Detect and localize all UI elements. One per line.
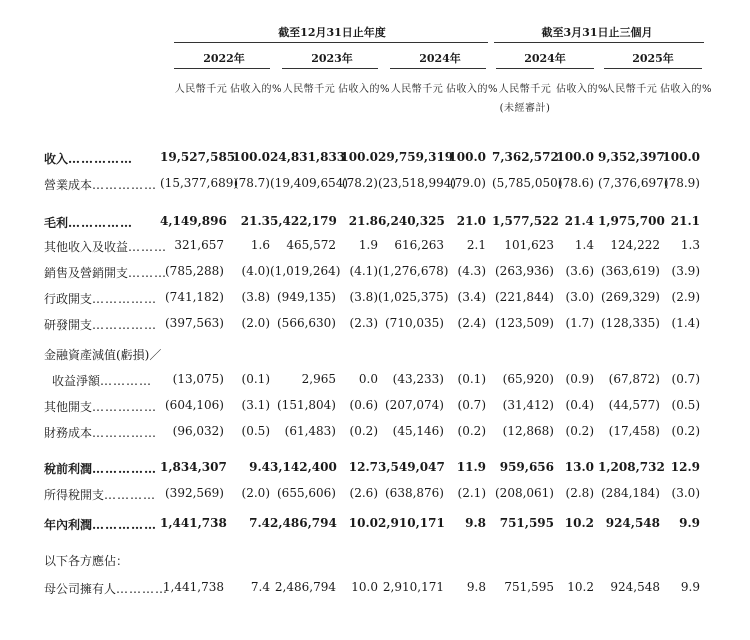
col-pct-2022: 佔收入的% [230, 84, 283, 95]
row-label-text: 行政開支 [44, 292, 93, 306]
amount-cell: 3,549,047 [378, 460, 445, 474]
percent-cell: 21.4 [564, 214, 594, 228]
percent-cell: 100.0 [448, 150, 486, 164]
percent-cell: 12.7 [348, 460, 378, 474]
table-row [0, 516, 750, 540]
amount-cell: (43,233) [392, 372, 444, 386]
table-row [0, 460, 750, 484]
percent-cell: (4.3) [457, 264, 486, 278]
percent-cell: (0.4) [565, 398, 594, 412]
amount-cell: (208,061) [495, 486, 554, 500]
percent-cell: (0.5) [671, 398, 700, 412]
percent-cell: (2.0) [241, 316, 270, 330]
amount-cell: (61,483) [284, 424, 336, 438]
row-label-text: 其他開支 [44, 400, 93, 414]
row-label-text: 銷售及營銷開支 [44, 266, 129, 280]
percent-cell: 11.9 [456, 460, 486, 474]
row-label [44, 486, 156, 503]
row-label-text: 收入 [44, 152, 69, 166]
row-label [44, 398, 157, 415]
row-label [44, 150, 133, 167]
amount-cell: (1,019,264) [270, 264, 341, 278]
row-label-text: 毛利 [44, 216, 69, 230]
leader-dots: ………… [100, 374, 153, 388]
amount-cell: (96,032) [172, 424, 224, 438]
amount-cell: (785,288) [165, 264, 224, 278]
amount-cell: (5,785,050) [492, 176, 563, 190]
amount-cell: (67,872) [608, 372, 660, 386]
percent-cell: 10.2 [564, 516, 594, 530]
amount-cell: (397,563) [165, 316, 224, 330]
amount-cell: (65,920) [502, 372, 554, 386]
percent-cell: 1.3 [680, 238, 700, 252]
amount-cell: 751,595 [499, 516, 554, 530]
leader-dots: …………… [92, 178, 158, 192]
percent-cell: 1.4 [574, 238, 594, 252]
table-row [0, 290, 750, 314]
row-label [44, 424, 157, 441]
amount-cell: 1,975,700 [598, 214, 665, 228]
amount-cell: 7,362,572 [492, 150, 559, 164]
percent-cell: (0.1) [457, 372, 486, 386]
amount-cell: (19,409,654) [270, 176, 349, 190]
table-row [0, 424, 750, 448]
col-amount-2024-q1 [494, 80, 556, 114]
row-label [44, 346, 161, 363]
leader-dots: …………… [92, 318, 158, 332]
row-label-text: 研發開支 [44, 318, 93, 332]
amount-cell: 959,656 [499, 460, 554, 474]
year-header-2025-q1: 2025年 [632, 52, 674, 65]
amount-cell: 1,577,522 [492, 214, 559, 228]
amount-cell: 3,142,400 [270, 460, 337, 474]
percent-cell: 100.0 [232, 150, 270, 164]
amount-cell: (17,458) [608, 424, 660, 438]
amount-cell: (151,804) [277, 398, 336, 412]
amount-cell: 465,572 [286, 238, 336, 252]
year-header-2024: 2024年 [419, 52, 461, 65]
col-amount-2023: 人民幣千元 [282, 84, 336, 95]
unaudited-note: (未經審計) [499, 103, 551, 114]
amount-cell: 1,208,732 [598, 460, 665, 474]
leader-dots: …………… [68, 152, 134, 166]
leader-dots: ……… [128, 240, 168, 254]
col-pct-2024-q1: 佔收入的% [556, 84, 609, 95]
percent-cell: (3.9) [671, 264, 700, 278]
table-row [0, 398, 750, 422]
row-label-text: 財務成本 [44, 426, 93, 440]
amount-cell: (263,936) [495, 264, 554, 278]
percent-cell: 7.4 [250, 580, 270, 594]
col-amount-2025-q1: 人民幣千元 [604, 84, 658, 95]
percent-cell: (0.9) [565, 372, 594, 386]
amount-cell: (7,376,697) [598, 176, 669, 190]
amount-cell: 924,548 [610, 580, 660, 594]
year-header-2024-q1: 2024年 [524, 52, 566, 65]
amount-cell: 924,548 [605, 516, 660, 530]
amount-cell: 1,441,738 [160, 516, 227, 530]
amount-cell: 2,965 [301, 372, 336, 386]
col-pct-2023: 佔收入的% [338, 84, 391, 95]
row-label-text: 收益淨額 [52, 374, 101, 388]
leader-dots: …………… [92, 426, 158, 440]
amount-cell: (44,577) [608, 398, 660, 412]
percent-cell: (0.2) [671, 424, 700, 438]
col-pct-2025-q1: 佔收入的% [660, 84, 713, 95]
row-label [44, 316, 157, 333]
percent-cell: (78.9) [663, 176, 700, 190]
amount-cell: (604,106) [165, 398, 224, 412]
annual-header-rule [174, 42, 488, 43]
percent-cell: 10.2 [567, 580, 594, 594]
row-label [44, 176, 157, 193]
row-label [44, 516, 157, 533]
percent-cell: 21.8 [348, 214, 378, 228]
percent-cell: 100.0 [662, 150, 700, 164]
amount-cell: 2,486,794 [270, 516, 337, 530]
table-row [0, 176, 750, 200]
quarter-period-header: 截至3月31日止三個月 [541, 26, 653, 39]
percent-cell: (4.0) [241, 264, 270, 278]
year-rule-2023 [282, 68, 378, 69]
amount-cell: 29,759,319 [378, 150, 454, 164]
amount-cell: 2,910,171 [382, 580, 444, 594]
percent-cell: (2.3) [349, 316, 378, 330]
amount-cell: (128,335) [601, 316, 660, 330]
percent-cell: (1.7) [565, 316, 594, 330]
annual-period-header: 截至12月31日止年度 [278, 26, 386, 39]
amount-cell: (655,606) [277, 486, 336, 500]
row-label [52, 372, 152, 389]
percent-cell: (0.2) [457, 424, 486, 438]
amount-cell: (23,518,994) [378, 176, 457, 190]
amount-cell: 1,441,738 [162, 580, 224, 594]
leader-dots: …………… [68, 216, 134, 230]
table-row [0, 264, 750, 288]
percent-cell: (78.7) [233, 176, 270, 190]
percent-cell: (0.2) [565, 424, 594, 438]
leader-dots: ………… [104, 488, 157, 502]
percent-cell: (0.2) [349, 424, 378, 438]
table-row [0, 150, 750, 174]
percent-cell: 2.1 [466, 238, 486, 252]
percent-cell: (0.7) [671, 372, 700, 386]
amount-cell: 4,149,896 [160, 214, 227, 228]
amount-cell: (207,074) [385, 398, 444, 412]
table-row [0, 372, 750, 396]
amount-cell: 19,527,585 [160, 150, 236, 164]
percent-cell: 1.6 [250, 238, 270, 252]
amount-cell: (31,412) [502, 398, 554, 412]
percent-cell: 9.9 [679, 516, 700, 530]
percent-cell: (2.4) [457, 316, 486, 330]
amount-cell: 2,486,794 [274, 580, 336, 594]
row-label-text: 其他收入及收益 [44, 240, 129, 254]
amount-cell: 321,657 [174, 238, 224, 252]
amount-cell: (392,569) [165, 486, 224, 500]
amount-cell: 101,623 [504, 238, 554, 252]
amount-cell: 2,910,171 [378, 516, 445, 530]
percent-cell: (0.7) [457, 398, 486, 412]
percent-cell: (3.1) [241, 398, 270, 412]
table-row [0, 238, 750, 262]
amount-cell: 9,352,397 [598, 150, 665, 164]
amount-cell: (269,329) [601, 290, 660, 304]
amount-cell: (1,276,678) [378, 264, 449, 278]
leader-dots: ……… [128, 266, 168, 280]
percent-cell: (2.0) [241, 486, 270, 500]
row-label-text: 金融資產減值(虧損)／ [44, 348, 162, 362]
percent-cell: (3.8) [241, 290, 270, 304]
percent-cell: 21.0 [456, 214, 486, 228]
col-pct-2024: 佔收入的% [446, 84, 499, 95]
row-label [44, 552, 128, 569]
amount-cell: 5,422,179 [270, 214, 337, 228]
percent-cell: 9.9 [680, 580, 700, 594]
year-header-2022: 2022年 [203, 52, 245, 65]
percent-cell: (3.8) [349, 290, 378, 304]
row-label [44, 460, 157, 477]
percent-cell: 0.0 [358, 372, 378, 386]
row-label [44, 264, 167, 281]
row-label [44, 214, 133, 231]
col-amount-2024: 人民幣千元 [390, 84, 444, 95]
amount-cell: 616,263 [394, 238, 444, 252]
leader-dots: …………… [92, 518, 158, 532]
percent-cell: (1.4) [671, 316, 700, 330]
amount-cell: (123,509) [495, 316, 554, 330]
amount-cell: 1,834,307 [160, 460, 227, 474]
table-row [0, 580, 750, 604]
percent-cell: 10.0 [348, 516, 378, 530]
amount-cell: 124,222 [610, 238, 660, 252]
percent-cell: 9.4 [249, 460, 270, 474]
row-label [44, 238, 167, 255]
col-amount-label: 人民幣千元 [498, 84, 552, 95]
col-amount-2022: 人民幣千元 [174, 84, 228, 95]
year-rule-2024 [390, 68, 486, 69]
amount-cell: (284,184) [601, 486, 660, 500]
percent-cell: (2.8) [565, 486, 594, 500]
table-row [0, 214, 750, 238]
row-label-text: 年內利潤 [44, 518, 93, 532]
leader-dots: …………… [92, 462, 158, 476]
percent-cell: (3.4) [457, 290, 486, 304]
percent-cell: 21.3 [240, 214, 270, 228]
year-rule-2024-q1 [496, 68, 594, 69]
percent-cell: 21.1 [670, 214, 700, 228]
amount-cell: (221,844) [495, 290, 554, 304]
percent-cell: (4.1) [349, 264, 378, 278]
percent-cell: 100.0 [556, 150, 594, 164]
amount-cell: (741,182) [165, 290, 224, 304]
percent-cell: (0.5) [241, 424, 270, 438]
percent-cell: (78.6) [557, 176, 594, 190]
row-label [44, 580, 168, 597]
quarter-header-rule [494, 42, 704, 43]
amount-cell: (15,377,689) [160, 176, 239, 190]
leader-dots: …………… [92, 292, 158, 306]
table-row [0, 316, 750, 340]
percent-cell: 13.0 [564, 460, 594, 474]
amount-cell: (13,075) [172, 372, 224, 386]
table-row [0, 346, 750, 370]
year-header-2023: 2023年 [311, 52, 353, 65]
percent-cell: 9.8 [466, 580, 486, 594]
percent-cell: 12.9 [670, 460, 700, 474]
percent-cell: (2.1) [457, 486, 486, 500]
percent-cell: 100.0 [340, 150, 378, 164]
percent-cell: (79.0) [449, 176, 486, 190]
table-row [0, 486, 750, 510]
percent-cell: (78.2) [341, 176, 378, 190]
amount-cell: (363,619) [601, 264, 660, 278]
row-label-text: 稅前利潤 [44, 462, 93, 476]
amount-cell: (45,146) [392, 424, 444, 438]
amount-cell: 24,831,833 [270, 150, 346, 164]
percent-cell: (2.9) [671, 290, 700, 304]
percent-cell: (3.6) [565, 264, 594, 278]
percent-cell: (3.0) [565, 290, 594, 304]
year-rule-2022 [174, 68, 270, 69]
percent-cell: (0.6) [349, 398, 378, 412]
year-rule-2025-q1 [604, 68, 702, 69]
percent-cell: 9.8 [465, 516, 486, 530]
leader-dots: …………… [92, 400, 158, 414]
table-row [0, 552, 750, 576]
leader-dots: ………… [116, 582, 169, 596]
percent-cell: 7.4 [249, 516, 270, 530]
amount-cell: (566,630) [277, 316, 336, 330]
row-label-text: 所得稅開支 [44, 488, 105, 502]
percent-cell: (3.0) [671, 486, 700, 500]
row-label-text: 營業成本 [44, 178, 93, 192]
amount-cell: 6,240,325 [378, 214, 445, 228]
row-label [44, 290, 157, 307]
percent-cell: 10.0 [351, 580, 378, 594]
amount-cell: (638,876) [385, 486, 444, 500]
amount-cell: (1,025,375) [378, 290, 449, 304]
amount-cell: (12,868) [502, 424, 554, 438]
row-label-text: 母公司擁有人 [44, 582, 117, 596]
amount-cell: (710,035) [385, 316, 444, 330]
percent-cell: (2.6) [349, 486, 378, 500]
percent-cell: (0.1) [241, 372, 270, 386]
amount-cell: 751,595 [504, 580, 554, 594]
percent-cell: 1.9 [358, 238, 378, 252]
row-label-text: 以下各方應佔： [44, 554, 129, 568]
amount-cell: (949,135) [277, 290, 336, 304]
